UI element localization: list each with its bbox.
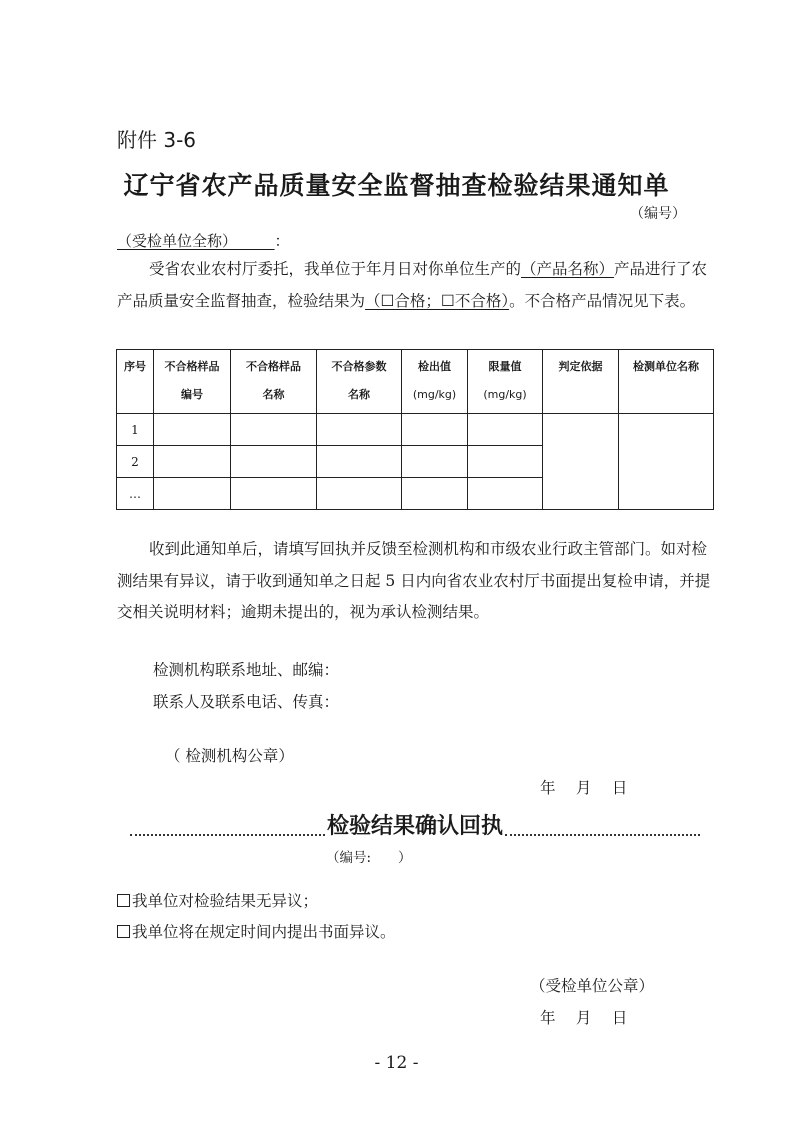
recipient-seal: （受检单位公章） — [530, 977, 655, 995]
product-name-field: （产品名称） — [521, 260, 615, 278]
header-judgement-basis: 判定依据 — [543, 350, 619, 414]
intro-text-3: 。不合格产品情况见下表。 — [509, 291, 696, 310]
option-objection-label: 我单位将在规定时间内提出书面异议。 — [132, 923, 396, 941]
dotted-leader-left — [130, 833, 325, 836]
row-index: 2 — [117, 446, 154, 478]
nonconforming-table — [116, 349, 714, 510]
contact-address: 检测机构联系地址、邮编： — [153, 661, 340, 679]
result-pass-option: （☐合格； — [365, 291, 441, 310]
notice-text: 收到此通知单后，请填写回执并反馈至检测机构和市级农业行政主管部门。如对检测结果有异议，请于收到通知单之日起 5 日内向省农业农村厅书面提出复检申请，并提交相关说明材料；逾期未提出的，视为承认检测结果。 — [117, 540, 711, 621]
header-parameter-name: 不合格参数 名称 — [317, 350, 402, 414]
dotted-leader-right — [505, 833, 700, 836]
document-title: 辽宁省农产品质量安全监督抽查检验结果通知单 — [123, 171, 670, 200]
recipient-date: 年 月 日 — [540, 1009, 628, 1027]
contact-person: 联系人及联系电话、传真： — [153, 693, 340, 711]
recipient-colon: ： — [274, 232, 290, 250]
option-no-objection[interactable] — [117, 889, 318, 911]
agency-date: 年 月 日 — [540, 779, 628, 797]
receipt-title-row — [130, 809, 700, 840]
attachment-label: 附件 3-6 — [117, 128, 197, 152]
notice-paragraph — [117, 534, 717, 629]
option-no-objection-label: 我单位对检验结果无异议； — [132, 892, 319, 910]
header-index: 序号 — [117, 350, 154, 414]
row-index: … — [117, 478, 154, 510]
header-sample-code: 不合格样品 编号 — [154, 350, 231, 414]
agency-seal: （ 检测机构公章） — [165, 747, 294, 765]
row-index: 1 — [117, 414, 154, 446]
page-number: - 12 - — [374, 1053, 419, 1073]
receipt-code: （编号: ） — [326, 850, 412, 866]
receipt-title: 检验结果确认回执 — [327, 814, 504, 839]
table-row — [117, 414, 714, 446]
recipient-line — [117, 230, 290, 251]
result-fail-option: ☐不合格） — [440, 291, 510, 310]
table-header-row — [117, 350, 714, 414]
header-limit-value: 限量值 (mg/kg) — [468, 350, 543, 414]
header-sample-name: 不合格样品 名称 — [231, 350, 317, 414]
header-lab-name: 检测单位名称 — [619, 350, 714, 414]
document-code: （编号） — [630, 206, 686, 222]
checkbox-icon[interactable] — [117, 894, 130, 907]
intro-text-2: 产品进行了农产品质量安全监督抽查，检验结果为 — [117, 260, 708, 310]
recipient-name: （受检单位全称） — [117, 232, 230, 250]
header-detected-value: 检出值 (mg/kg) — [402, 350, 468, 414]
intro-text-1: 受省农业农村厅委托，我单位于年月日对你单位生产的 — [149, 260, 522, 278]
checkbox-icon[interactable] — [117, 925, 130, 938]
intro-paragraph — [117, 254, 717, 317]
option-objection[interactable] — [117, 920, 396, 942]
